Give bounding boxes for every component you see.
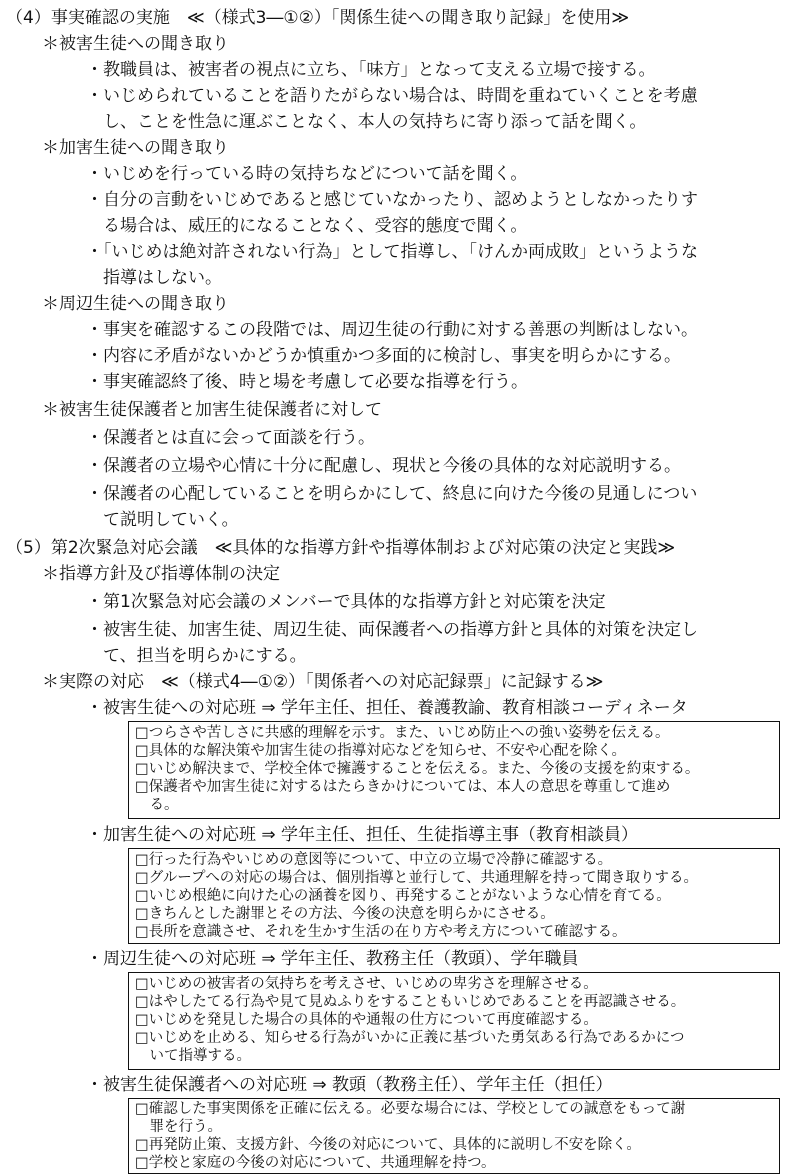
checklist-item: □いじめ根絶に向けた心の涵養を図り、再発することがないような心情を育てる。	[135, 888, 671, 904]
list-item: ・教職員は、被害者の視点に立ち、「味方」となって支える立場で接する。	[86, 60, 656, 80]
checklist-item-continuation: 罪を行う。	[135, 1119, 222, 1135]
checklist-item: □いじめ解決まで、学校全体で擁護することを伝える。また、今後の支援を約束する。	[135, 761, 700, 777]
list-item: ・内容に矛盾がないかどうか慎重かつ多面的に検討し、事実を明らかにする。	[86, 346, 681, 366]
perpetrator-interview-title: ＊加害生徒への聞き取り	[42, 138, 229, 158]
checklist-item-continuation: いて指導する。	[135, 1048, 251, 1064]
list-item: ・保護者の立場や心情に十分に配慮し、現状と今後の具体的な対応説明する。	[86, 456, 681, 476]
list-item: ・いじめを行っている時の気持ちなどについて話を聞く。	[86, 164, 528, 184]
perpetrator-team-checklist	[128, 848, 780, 944]
list-item: ・いじめられていることを語りたがらない場合は、時間を重ねていくことを考慮	[86, 86, 698, 106]
guardian-team-label: ・被害生徒保護者への対応班 ⇒ 教頭（教務主任）、学年主任（担任）	[86, 1075, 613, 1095]
section-4-heading: （4）事実確認の実施 ≪（様式3―①②）「関係生徒への聞き取り記録」を使用≫	[6, 8, 630, 28]
list-item: ・被害生徒、加害生徒、周辺生徒、両保護者への指導方針と具体的対策を決定し	[86, 620, 698, 640]
checklist-item: □グループへの対応の場合は、個別指導と並行して、共通理解を持って聞き取りする。	[135, 870, 698, 886]
checklist-item: □学校と家庭の今後の対応について、共通理解を持つ。	[135, 1155, 496, 1171]
surrounding-team-checklist	[128, 972, 780, 1070]
perpetrator-team-label: ・加害生徒への対応班 ⇒ 学年主任、担任、生徒指導主事（教育相談員）	[86, 825, 639, 845]
surrounding-team-label: ・周辺生徒への対応班 ⇒ 学年主任、教務主任（教頭）、学年職員	[86, 949, 579, 969]
list-item-continuation: て、担当を明らかにする。	[103, 646, 307, 666]
list-item-continuation: 指導はしない。	[103, 268, 222, 288]
guardian-team-checklist	[128, 1098, 780, 1174]
checklist-item: □いじめを発見した場合の具体的や通報の仕方について再度確認する。	[135, 1012, 598, 1028]
checklist-item: □いじめを止める、知らせる行為がいかに正義に基づいた勇気ある行為であるかにつ	[135, 1030, 685, 1046]
checklist-item: □具体的な解決策や加害生徒の指導対応などを知らせ、不安や心配を除く。	[135, 743, 627, 759]
surrounding-interview-title: ＊周辺生徒への聞き取り	[42, 294, 229, 314]
list-item-continuation: る場合は、威圧的になることなく、受容的態度で聞く。	[103, 216, 528, 236]
victim-interview-title: ＊被害生徒への聞き取り	[42, 34, 229, 54]
list-item: ・第1次緊急対応会議のメンバーで具体的な指導方針と対応策を決定	[86, 592, 606, 612]
checklist-item: □再発防止策、支援方針、今後の対応について、具体的に説明し不安を除く。	[135, 1137, 641, 1153]
list-item: ・自分の言動をいじめであると感じていなかったり、認めようとしなかったりす	[86, 190, 698, 210]
victim-team-label: ・被害生徒への対応班 ⇒ 学年主任、担任、養護教諭、教育相談コーディネータ	[86, 698, 688, 718]
actual-response-title: ＊実際の対応 ≪（様式4―①②）「関係者への対応記録票」に記録する≫	[42, 672, 604, 692]
list-item: ・事実確認終了後、時と場を考慮して必要な指導を行う。	[86, 372, 528, 392]
checklist-item-continuation: る。	[135, 797, 179, 813]
checklist-item: □きちんとした謝罪とその方法、今後の決意を明らかにさせる。	[135, 906, 555, 922]
checklist-item: □はやしたてる行為や見て見ぬふりをすることもいじめであることを再認識させる。	[135, 994, 686, 1010]
policy-title: ＊指導方針及び指導体制の決定	[42, 564, 280, 584]
guardians-title: ＊被害生徒保護者と加害生徒保護者に対して	[42, 400, 382, 420]
list-item: ・事実を確認するこの段階では、周辺生徒の行動に対する善悪の判断はしない。	[86, 320, 698, 340]
checklist-item: □保護者や加害生徒に対するはたらきかけについては、本人の意思を尊重して進め	[135, 779, 671, 795]
checklist-item: □いじめの被害者の気持ちを考えさせ、いじめの卑劣さを理解させる。	[135, 976, 598, 992]
list-item: ・保護者とは直に会って面談を行う。	[86, 428, 375, 448]
checklist-item: □確認した事実関係を正確に伝える。必要な場合には、学校としての誠意をもって謝	[135, 1101, 686, 1117]
checklist-item: □行った行為やいじめの意図等について、中立の立場で冷静に確認する。	[135, 852, 613, 868]
section-5-heading: （5）第2次緊急対応会議 ≪具体的な指導方針や指導体制および対応策の決定と実践≫	[6, 538, 676, 558]
checklist-item: □つらさや苦しさに共感的理解を示す。また、いじめ防止への強い姿勢を伝える。	[135, 725, 670, 741]
victim-team-checklist	[128, 721, 780, 819]
checklist-item: □長所を意識させ、それを生かす生活の在り方や考え方について確認する。	[135, 924, 627, 940]
list-item-continuation: て説明していく。	[103, 510, 239, 530]
list-item-continuation: し、ことを性急に運ぶことなく、本人の気持ちに寄り添って話を聞く。	[103, 112, 647, 132]
list-item: ・保護者の心配していることを明らかにして、終息に向けた今後の見通しについ	[86, 484, 698, 504]
list-item: ・「いじめは絶対許されない行為」として指導し、「けんか両成敗」というような	[86, 242, 698, 262]
